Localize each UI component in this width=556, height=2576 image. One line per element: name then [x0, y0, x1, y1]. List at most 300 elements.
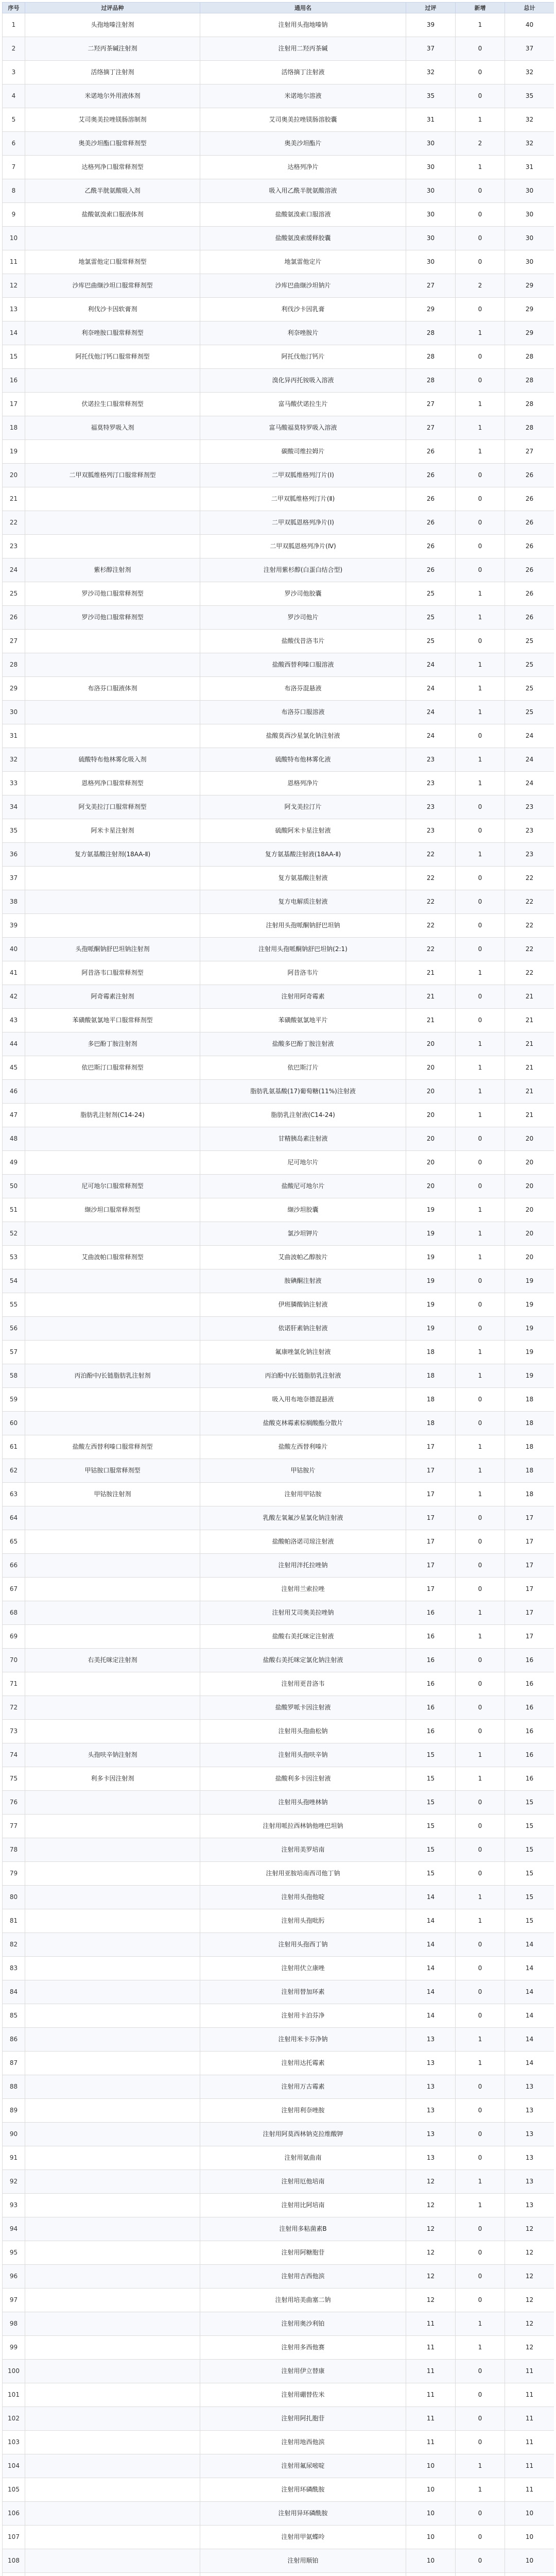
row-number: 72 [3, 1696, 25, 1720]
row-generic: 脂肪乳氨基酸(17)葡萄糖(11%)注射液 [200, 1080, 406, 1104]
row-generic: 依巴斯汀片 [200, 1056, 406, 1080]
row-number: 29 [3, 677, 25, 701]
row-variety [25, 2478, 200, 2502]
row-new: 0 [456, 2289, 505, 2312]
row-new: 0 [456, 1649, 505, 1672]
table-row [3, 1862, 554, 1886]
row-passed: 26 [406, 511, 456, 535]
row-total: 12 [505, 2312, 554, 2336]
row-total: 26 [505, 535, 554, 558]
row-new: 1 [456, 1080, 505, 1104]
row-number: 40 [3, 938, 25, 961]
row-total: 19 [505, 1317, 554, 1341]
row-total: 28 [505, 345, 554, 369]
row-number: 77 [3, 1815, 25, 1838]
row-number: 102 [3, 2407, 25, 2431]
row-new: 0 [456, 2265, 505, 2289]
table-row [3, 2289, 554, 2312]
row-generic: 氟康唑氯化钠注射液 [200, 1341, 406, 1364]
row-total: 14 [505, 1980, 554, 2004]
row-generic: 罗沙司他胶囊 [200, 582, 406, 606]
table-row [3, 1388, 554, 1412]
row-total: 12 [505, 2241, 554, 2265]
row-total: 10 [505, 2502, 554, 2526]
evaluation-table [2, 2, 554, 2576]
row-number: 15 [3, 345, 25, 369]
row-new: 1 [456, 416, 505, 440]
row-total: 11 [505, 2360, 554, 2383]
row-passed: 13 [406, 2075, 456, 2099]
table-row [3, 108, 554, 132]
row-generic: 注射用阿莫西林钠克拉维酸钾 [200, 2123, 406, 2146]
row-passed: 18 [406, 1341, 456, 1364]
row-new: 1 [456, 961, 505, 985]
row-total: 32 [505, 61, 554, 84]
row-total: 20 [505, 1127, 554, 1151]
row-total: 40 [505, 13, 554, 37]
row-new: 1 [456, 1459, 505, 1483]
row-total: 24 [505, 772, 554, 795]
row-total [505, 2573, 554, 2576]
row-variety [25, 890, 200, 914]
row-total: 20 [505, 1222, 554, 1246]
table-row [3, 132, 554, 156]
row-new: 0 [456, 2502, 505, 2526]
row-variety: 甲钴胺口服常释剂型 [25, 1459, 200, 1483]
row-new: 0 [456, 2431, 505, 2454]
row-generic: 活络摘丁注射液 [200, 61, 406, 84]
row-variety: 福莫特罗吸入剂 [25, 416, 200, 440]
row-passed: 19 [406, 1293, 456, 1317]
row-passed: 20 [406, 1175, 456, 1198]
row-variety [25, 2028, 200, 2052]
row-new: 0 [456, 1175, 505, 1198]
row-new: 0 [456, 2407, 505, 2431]
table-row [3, 156, 554, 179]
row-number: 56 [3, 1317, 25, 1341]
row-number: 24 [3, 558, 25, 582]
table-row [3, 630, 554, 653]
row-number: 54 [3, 1269, 25, 1293]
row-generic: 注射用头孢曲松钠 [200, 1720, 406, 1743]
row-number: 45 [3, 1056, 25, 1080]
row-passed: 16 [406, 1696, 456, 1720]
row-variety [25, 1601, 200, 1625]
row-number: 41 [3, 961, 25, 985]
row-passed: 15 [406, 1838, 456, 1862]
row-generic: 米诺地尔溶液 [200, 84, 406, 108]
row-new: 1 [456, 701, 505, 724]
table-row [3, 1246, 554, 1269]
row-generic: 依诺肝素钠注射液 [200, 1317, 406, 1341]
row-variety [25, 2146, 200, 2170]
row-generic: 注射用氨曲南 [200, 2146, 406, 2170]
row-generic: 盐酸伐昔洛韦片 [200, 630, 406, 653]
row-total: 13 [505, 2146, 554, 2170]
row-generic: 注射用阿奇霉素 [200, 985, 406, 1009]
row-generic: 注射用卡泊芬净 [200, 2004, 406, 2028]
row-new: 0 [456, 464, 505, 487]
row-number: 27 [3, 630, 25, 653]
row-number: 108 [3, 2549, 25, 2573]
row-passed: 26 [406, 487, 456, 511]
row-new: 0 [456, 890, 505, 914]
table-row [3, 1483, 554, 1506]
row-total: 37 [505, 37, 554, 61]
row-generic: 艾曲波帕乙醇胺片 [200, 1246, 406, 1269]
row-number: 107 [3, 2526, 25, 2549]
row-passed: 22 [406, 938, 456, 961]
row-variety: 头孢哌酮钠舒巴坦钠注射剂 [25, 938, 200, 961]
row-number: 69 [3, 1625, 25, 1649]
row-number: 75 [3, 1767, 25, 1791]
row-number: 51 [3, 1198, 25, 1222]
table-row [3, 1222, 554, 1246]
row-new: 0 [456, 1957, 505, 1980]
row-variety: 艾司奥美拉唑镁肠溶制剂 [25, 108, 200, 132]
row-number: 62 [3, 1459, 25, 1483]
row-new: 0 [456, 1412, 505, 1435]
row-variety: 头孢呋辛钠注射剂 [25, 1743, 200, 1767]
row-generic: 艾司奥美拉唑镁肠溶胶囊 [200, 108, 406, 132]
table-row [3, 2573, 554, 2576]
row-generic: 吸入用布地奈德混悬液 [200, 1388, 406, 1412]
row-total: 16 [505, 1672, 554, 1696]
row-total: 18 [505, 1483, 554, 1506]
row-total: 22 [505, 867, 554, 890]
row-number: 98 [3, 2312, 25, 2336]
row-total: 19 [505, 1341, 554, 1364]
row-number: 65 [3, 1530, 25, 1554]
row-number: 100 [3, 2360, 25, 2383]
row-variety [25, 867, 200, 890]
row-variety [25, 1578, 200, 1601]
table-row [3, 677, 554, 701]
row-passed: 17 [406, 1578, 456, 1601]
table-row [3, 1151, 554, 1175]
row-new: 0 [456, 2099, 505, 2123]
row-new: 0 [456, 2123, 505, 2146]
row-total: 10 [505, 2526, 554, 2549]
row-total: 30 [505, 203, 554, 227]
row-new: 1 [456, 1246, 505, 1269]
row-new: 1 [456, 13, 505, 37]
table-row [3, 2004, 554, 2028]
row-total: 20 [505, 1151, 554, 1175]
row-total: 22 [505, 890, 554, 914]
row-new: 0 [456, 795, 505, 819]
row-total: 25 [505, 653, 554, 677]
row-generic: 注射用头孢吡肟 [200, 1909, 406, 1933]
row-variety: 罗沙司他口服常释剂型 [25, 606, 200, 630]
row-number: 95 [3, 2241, 25, 2265]
row-generic: 注射用吉西他滨 [200, 2265, 406, 2289]
row-number: 7 [3, 156, 25, 179]
row-variety: 缬沙坦口服常释剂型 [25, 1198, 200, 1222]
row-generic: 盐酸帕洛诺司琼注射液 [200, 1530, 406, 1554]
row-number: 26 [3, 606, 25, 630]
row-total: 22 [505, 938, 554, 961]
row-number: 82 [3, 1933, 25, 1957]
row-generic: 注射用厄他培南 [200, 2170, 406, 2194]
row-variety: 奥美沙坦酯口服常释剂型 [25, 132, 200, 156]
row-passed: 12 [406, 2217, 456, 2241]
row-total: 29 [505, 321, 554, 345]
row-new: 1 [456, 772, 505, 795]
row-total: 17 [505, 1625, 554, 1649]
row-total: 20 [505, 1246, 554, 1269]
row-variety: 右美托咪定注射剂 [25, 1649, 200, 1672]
table-row [3, 1578, 554, 1601]
table-row [3, 890, 554, 914]
row-new: 0 [456, 1269, 505, 1293]
row-total: 21 [505, 1009, 554, 1032]
row-number: 23 [3, 535, 25, 558]
row-new: 0 [456, 867, 505, 890]
row-new: 0 [456, 1554, 505, 1578]
row-variety: 活络摘丁注射剂 [25, 61, 200, 84]
row-new: 1 [456, 1601, 505, 1625]
row-generic: 阿戈美拉汀片 [200, 795, 406, 819]
row-variety [25, 1412, 200, 1435]
row-new: 1 [456, 1198, 505, 1222]
row-new: 1 [456, 2028, 505, 2052]
row-new: 1 [456, 1483, 505, 1506]
row-number: 30 [3, 701, 25, 724]
row-variety: 利多卡因注射剂 [25, 1767, 200, 1791]
table-row [3, 2526, 554, 2549]
row-generic: 注射用培美曲塞二钠 [200, 2289, 406, 2312]
table-row [3, 1649, 554, 1672]
row-variety: 阿米卡星注射剂 [25, 819, 200, 843]
row-passed: 19 [406, 1222, 456, 1246]
row-variety [25, 2336, 200, 2360]
row-variety [25, 1341, 200, 1364]
row-number: 84 [3, 1980, 25, 2004]
row-total: 28 [505, 416, 554, 440]
row-number: 5 [3, 108, 25, 132]
row-number: 67 [3, 1578, 25, 1601]
row-generic: 注射用甲钴胺 [200, 1483, 406, 1506]
row-total: 18 [505, 1435, 554, 1459]
row-passed: 24 [406, 701, 456, 724]
row-generic: 罗沙司他片 [200, 606, 406, 630]
table-row [3, 1080, 554, 1104]
row-total: 11 [505, 2454, 554, 2478]
header-total: 总计 [505, 3, 554, 13]
row-variety: 阿奇霉素注射剂 [25, 985, 200, 1009]
row-new: 1 [456, 677, 505, 701]
row-number: 47 [3, 1104, 25, 1127]
row-passed: 13 [406, 2123, 456, 2146]
row-variety [25, 1080, 200, 1104]
row-number: 32 [3, 748, 25, 772]
row-total: 11 [505, 2478, 554, 2502]
table-row [3, 2217, 554, 2241]
row-new: 0 [456, 1672, 505, 1696]
row-generic: 注射用阿扎胞苷 [200, 2407, 406, 2431]
table-row [3, 701, 554, 724]
table-row [3, 1364, 554, 1388]
row-total: 12 [505, 2289, 554, 2312]
row-generic: 布洛芬口服溶液 [200, 701, 406, 724]
row-number: 2 [3, 37, 25, 61]
header-new: 新增 [456, 3, 505, 13]
row-new: 0 [456, 2360, 505, 2383]
row-passed: 20 [406, 1080, 456, 1104]
row-generic: 注射用地西他滨 [200, 2431, 406, 2454]
row-total: 16 [505, 1767, 554, 1791]
row-passed: 12 [406, 2194, 456, 2217]
table-row [3, 1009, 554, 1032]
table-row [3, 2478, 554, 2502]
row-generic: 奥美沙坦酯片 [200, 132, 406, 156]
row-total: 23 [505, 795, 554, 819]
row-variety: 复方氨基酸注射剂(18AA-Ⅱ) [25, 843, 200, 867]
table-row [3, 487, 554, 511]
table-row [3, 914, 554, 938]
row-number: 36 [3, 843, 25, 867]
row-passed: 19 [406, 1317, 456, 1341]
row-new: 0 [456, 1317, 505, 1341]
table-row [3, 298, 554, 321]
row-new: 0 [456, 558, 505, 582]
table-row [3, 1980, 554, 2004]
row-number: 105 [3, 2478, 25, 2502]
table-row [3, 748, 554, 772]
table-row [3, 1198, 554, 1222]
row-number: 89 [3, 2099, 25, 2123]
row-variety: 沙库巴曲缬沙坦口服常释剂型 [25, 274, 200, 298]
row-total: 19 [505, 1269, 554, 1293]
row-passed: 13 [406, 2099, 456, 2123]
row-total: 32 [505, 132, 554, 156]
row-variety [25, 1293, 200, 1317]
row-generic: 胺碘酮注射液 [200, 1269, 406, 1293]
row-total: 32 [505, 108, 554, 132]
row-total: 12 [505, 2336, 554, 2360]
row-passed: 17 [406, 1435, 456, 1459]
row-new: 1 [456, 393, 505, 416]
table-row [3, 1743, 554, 1767]
row-number: 12 [3, 274, 25, 298]
row-passed: 20 [406, 1127, 456, 1151]
row-variety [25, 535, 200, 558]
row-variety [25, 1317, 200, 1341]
row-passed: 11 [406, 2383, 456, 2407]
table-row [3, 179, 554, 203]
row-number: 88 [3, 2075, 25, 2099]
row-passed: 28 [406, 369, 456, 393]
row-variety [25, 1127, 200, 1151]
row-passed: 30 [406, 203, 456, 227]
row-variety [25, 2454, 200, 2478]
row-passed: 16 [406, 1625, 456, 1649]
table-row [3, 1530, 554, 1554]
row-passed: 26 [406, 440, 456, 464]
row-passed: 11 [406, 2431, 456, 2454]
row-number: 43 [3, 1009, 25, 1032]
row-generic: 注射用兰索拉唑 [200, 1578, 406, 1601]
row-number: 28 [3, 653, 25, 677]
row-number: 87 [3, 2052, 25, 2075]
row-generic: 注射用亚胺培南西司他丁钠 [200, 1862, 406, 1886]
row-new: 0 [456, 369, 505, 393]
row-number: 16 [3, 369, 25, 393]
row-total: 13 [505, 2123, 554, 2146]
row-new: 0 [456, 1530, 505, 1554]
row-variety: 盐酸氨溴索口服液体剂 [25, 203, 200, 227]
table-row [3, 535, 554, 558]
row-number: 58 [3, 1364, 25, 1388]
row-passed: 17 [406, 1483, 456, 1506]
row-variety [25, 653, 200, 677]
row-new: 0 [456, 819, 505, 843]
row-new: 0 [456, 2241, 505, 2265]
row-generic: 恩格列净片 [200, 772, 406, 795]
table-row [3, 511, 554, 535]
row-total: 26 [505, 487, 554, 511]
row-new: 0 [456, 1293, 505, 1317]
row-new: 0 [456, 511, 505, 535]
row-generic: 伊班膦酸钠注射液 [200, 1293, 406, 1317]
row-new: 0 [456, 1815, 505, 1838]
row-passed: 22 [406, 843, 456, 867]
row-variety: 罗沙司他口服常释剂型 [25, 582, 200, 606]
row-total: 26 [505, 511, 554, 535]
row-generic: 注射用硼替佐米 [200, 2383, 406, 2407]
row-number: 61 [3, 1435, 25, 1459]
row-total: 14 [505, 2004, 554, 2028]
row-passed: 23 [406, 772, 456, 795]
table-row [3, 1032, 554, 1056]
table-row [3, 2075, 554, 2099]
table-row [3, 1791, 554, 1815]
row-variety: 头孢地嗪注射剂 [25, 13, 200, 37]
table-row [3, 2099, 554, 2123]
row-generic: 注射用甲氨蝶呤 [200, 2526, 406, 2549]
row-number: 55 [3, 1293, 25, 1317]
row-generic: 注射用泮托拉唑钠 [200, 1554, 406, 1578]
row-number: 76 [3, 1791, 25, 1815]
table-row [3, 772, 554, 795]
row-variety [25, 511, 200, 535]
row-number [3, 2573, 25, 2576]
row-new: 0 [456, 724, 505, 748]
row-number: 80 [3, 1886, 25, 1909]
row-new: 0 [456, 1933, 505, 1957]
row-generic: 注射用伊立替康 [200, 2360, 406, 2383]
row-passed: 16 [406, 1672, 456, 1696]
row-passed: 30 [406, 250, 456, 274]
row-number: 19 [3, 440, 25, 464]
row-generic: 盐酸利多卡因注射液 [200, 1767, 406, 1791]
row-passed: 10 [406, 2502, 456, 2526]
row-passed: 39 [406, 13, 456, 37]
row-total: 29 [505, 274, 554, 298]
table-row [3, 1459, 554, 1483]
row-new: 1 [456, 606, 505, 630]
row-generic: 丙泊酚中/长链脂肪乳注射液 [200, 1364, 406, 1388]
row-total: 27 [505, 440, 554, 464]
table-row [3, 227, 554, 250]
row-passed: 14 [406, 1957, 456, 1980]
row-variety: 紫杉醇注射剂 [25, 558, 200, 582]
row-new: 1 [456, 582, 505, 606]
table-row [3, 2312, 554, 2336]
row-passed: 10 [406, 2454, 456, 2478]
row-passed: 14 [406, 2004, 456, 2028]
